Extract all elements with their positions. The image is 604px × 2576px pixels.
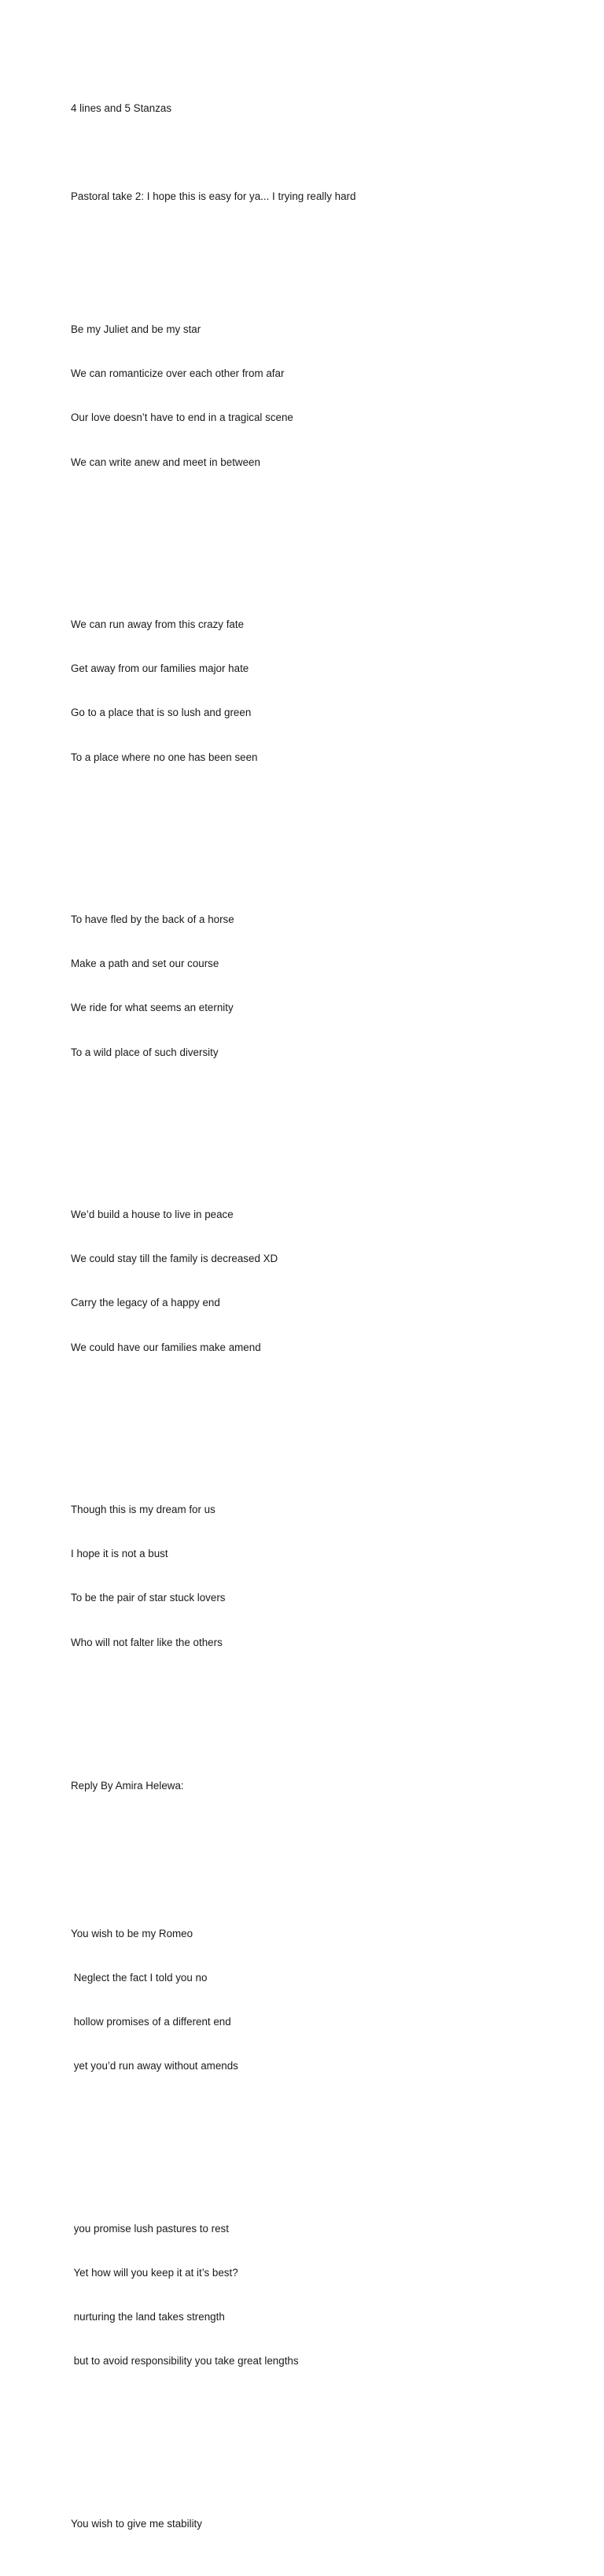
- poem-line: To a place where no one has been seen: [71, 751, 258, 763]
- spacer: [71, 2428, 574, 2443]
- poem-line: Our love doesn’t have to end in a tragical scene: [71, 411, 293, 424]
- reply-heading: Reply By Amira Helewa:: [71, 1780, 184, 1792]
- poem-line: Make a path and set our course: [71, 958, 219, 969]
- poem-line: We’d build a house to live in peace: [71, 1208, 234, 1220]
- document-heading: 4 lines and 5 Stanzas: [71, 101, 172, 114]
- poem-stanza-3: [71, 883, 574, 1090]
- poem-line: Get away from our families major hate: [71, 662, 249, 674]
- poem-stanza-2: [71, 588, 574, 795]
- poem-line: Be my Juliet and be my star: [71, 323, 201, 335]
- spacer: [71, 234, 574, 249]
- poem-line: Go to a place that is so lush and green: [71, 707, 252, 719]
- spacer: [71, 1823, 574, 1853]
- poem-line: Who will not falter like the others: [71, 1636, 223, 1648]
- reply-line: nurturing the land takes strength: [71, 2311, 225, 2323]
- poem-line: We can romanticize over each other from afar: [71, 367, 285, 379]
- reply-line: hollow promises of a different end: [71, 2016, 231, 2028]
- spacer: [71, 1414, 574, 1429]
- poem-line: To a wild place of such diversity: [71, 1046, 219, 1058]
- reply-line: You wish to give me stability: [71, 2517, 202, 2530]
- reply-line: you promise lush pastures to rest: [71, 2222, 229, 2235]
- spacer: [71, 1119, 574, 1134]
- reply-line: Neglect the fact I told you no: [71, 1971, 208, 1984]
- poem-line: We could have our families make amend: [71, 1341, 261, 1353]
- poem-line: We could stay till the family is decreased XD: [71, 1253, 278, 1264]
- poem-line: Carry the legacy of a happy end: [71, 1297, 220, 1309]
- poem-stanza-5: [71, 1473, 574, 1680]
- reply-line: Yet how will you keep it at it’s best?: [71, 2266, 238, 2279]
- poem-line: We can run away from this crazy fate: [71, 618, 245, 630]
- reply-line: but to avoid responsibility you take great lengths: [71, 2355, 299, 2367]
- poem-line: To be the pair of star stuck lovers: [71, 1592, 226, 1604]
- spacer: [71, 146, 574, 161]
- reply-stanza-3: [71, 2487, 574, 2561]
- spacer: [71, 2133, 574, 2148]
- reply-line: yet you’d run away without amends: [71, 2060, 238, 2072]
- reply-stanza-1: [71, 1897, 574, 2104]
- poem-stanza-4: [71, 1178, 574, 1385]
- poem-line: I hope it is not a bust: [71, 1548, 168, 1559]
- poem-line: We ride for what seems an eternity: [71, 1002, 234, 1014]
- spacer: [71, 824, 574, 839]
- spacer: [71, 1724, 574, 1750]
- document-intro: Pastoral take 2: I hope this is easy for ya... I trying really hard: [71, 190, 356, 202]
- poem-line: Though this is my dream for us: [71, 1503, 215, 1515]
- poem-stanza-1: [71, 293, 574, 500]
- poem-line: We can write anew and meet in between: [71, 456, 260, 468]
- document-page: [71, 72, 574, 2576]
- poem-line: To have fled by the back of a horse: [71, 913, 234, 925]
- spacer: [71, 529, 574, 544]
- reply-line: You wish to be my Romeo: [71, 1927, 193, 1939]
- reply-stanza-2: [71, 2192, 574, 2399]
